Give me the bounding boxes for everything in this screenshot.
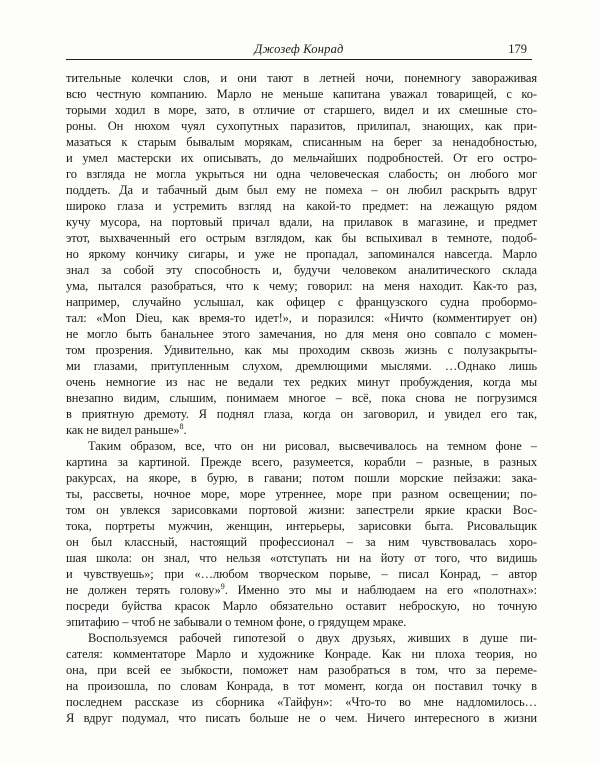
text-line: роны. Он нюхом чуял сухопутных паразитов, прилипал, знающих, как при-: [66, 119, 537, 133]
text-line: внезапно видим, слышим, понимаем многое – всё, пока снова не погрузимся: [66, 391, 537, 405]
text-line: в приятную дремоту. Я поднял глаза, когда он заговорил, и увидел его так,: [66, 407, 537, 421]
text-line: знал за собой эту способность и, будучи человеком аналитического склада: [66, 263, 537, 277]
text-line: ми глазами, притупленным слухом, дремлющими мыслями. …Однако лишь: [66, 359, 537, 373]
text-line: том прозрения. Удивительно, как мы проходим сквозь жизнь с полузакрыты-: [66, 343, 537, 357]
footnote-ref-9: 9: [220, 582, 225, 591]
text-line: Воспользуемся рабочей гипотезой о двух друзьях, живших в душе пи-: [88, 631, 537, 645]
text-line: тительные колечки слов, и они тают в летней ночи, понемногу завораживая: [66, 71, 537, 85]
text-line: го взгляда не могла укрыться ни одна человеческая слабость; он любого мог: [66, 167, 537, 181]
text-line: торыми ходил в море, зато, в отличие от старшего, видел и их смешные сто-: [66, 103, 537, 117]
text-line: шая школа: он знал, что нельзя «отступать ни на йоту от того, что видишь: [66, 551, 537, 565]
text-line: посреди буйства красок Марло обязательно оставит неброскую, но точную: [66, 599, 537, 613]
text-line: тал: «Mon Dieu, как время-то идет!», и поразился: «Ничто (комментирует он): [66, 311, 537, 325]
header-rule: [66, 59, 532, 60]
text-line: Таким образом, все, что он ни рисовал, высвечивалось на темном фоне –: [88, 439, 537, 453]
text-line: мазаться к старым бывалым морякам, списанным на берег за ненадобностью,: [66, 135, 537, 149]
text-line: но яркому кончику сигары, и уже не пропадал, запоминался навсегда. Марло: [66, 247, 537, 261]
text-line: сателя: комментаторе Марло и художнике Конраде. Как ни плоха теория, но: [66, 647, 537, 661]
text-line: эпитафию – чтоб не забывали о темном фоне, о грядущем мраке.: [66, 615, 407, 629]
running-title: Джозеф Конрад: [254, 42, 344, 56]
text-line: этот, выхваченный его острым взглядом, как бы вспыхивал в темноте, подоб-: [66, 231, 537, 245]
text-line: очень немногие из нас не ведали тех редких минут пробуждения, когда мы: [66, 375, 537, 389]
text-line: всю честную компанию. Марло не меньше капитана уважал товарищей, с ко-: [66, 87, 537, 101]
text-line: широко глаза и устремить взгляд на какой-то предмет: на лежащую рядом: [66, 199, 537, 213]
text-line: Я вдруг подумал, что писать больше не о чем. Ничего интересного в жизни: [66, 711, 537, 725]
footnote-ref-8: 8: [179, 422, 184, 431]
page-number: 179: [508, 42, 527, 56]
text-line: например, случайно услышал, как офицер с французского судна пробормо-: [66, 295, 537, 309]
text-line: последнем рассказе из сборника «Тайфун»: «Что-то во мне надломилось…: [66, 695, 537, 709]
text-line: тока, портреты мужчин, женщин, интерьеры, зарисовки быта. Рисовальщик: [66, 519, 537, 533]
text-line: ума, пытался разобраться, что к чему; говорил: на меня находит. Как-то раз,: [66, 279, 537, 293]
text-line: кучу мусора, на портовый причал вдали, на прилавок в магазине, и предмет: [66, 215, 537, 229]
text-line: на произошла, по словам Конрада, в тот момент, когда он поставил точку в: [66, 679, 537, 693]
text-line: он был классный, настоящий профессионал – за ним чувствовалась хоро-: [66, 535, 537, 549]
text-line: не могло быть банальнее этого замечания, но для меня оно совпало с момен-: [66, 327, 537, 341]
text-line: и чувствуешь»; при «…любом творческом порыве, – писал Конрад, – автор: [66, 567, 537, 581]
paragraph: [66, 438, 537, 630]
text-line: ракурсах, на якоре, в бурю, в гавани; потом пошли морские пейзажи: зака-: [66, 471, 537, 485]
paragraph: [66, 630, 537, 726]
text-line: ты, рассветы, ночное море, море утреннее, море при разном освещении; по-: [66, 487, 537, 501]
text-line: поддеть. Да и табачный дым был ему не помеха – он любил раскрыть вдруг: [66, 183, 537, 197]
page-body: [66, 70, 537, 726]
text-line: она, при всей ее зыбкости, поможет нам разобраться в том, что за переме-: [66, 663, 537, 677]
running-header: [66, 41, 532, 58]
text-line: как не видел раньше»$^8$.: [66, 422, 187, 437]
text-line: картина за картиной. Прежде всего, разумеется, корабли – разные, в разных: [66, 455, 537, 469]
paragraph: [66, 70, 537, 438]
text-line: том он увлекся зарисовками портовой жизни: запестрели яркие краски Вос-: [66, 503, 537, 517]
text-line: и умел мастерски их описывать, до мельчайших подробностей. От его остро-: [66, 151, 537, 165]
text-line: не должен терять голову»$^9$. Именно это мы и наблюдаем на его «полотнах»:: [66, 582, 537, 597]
